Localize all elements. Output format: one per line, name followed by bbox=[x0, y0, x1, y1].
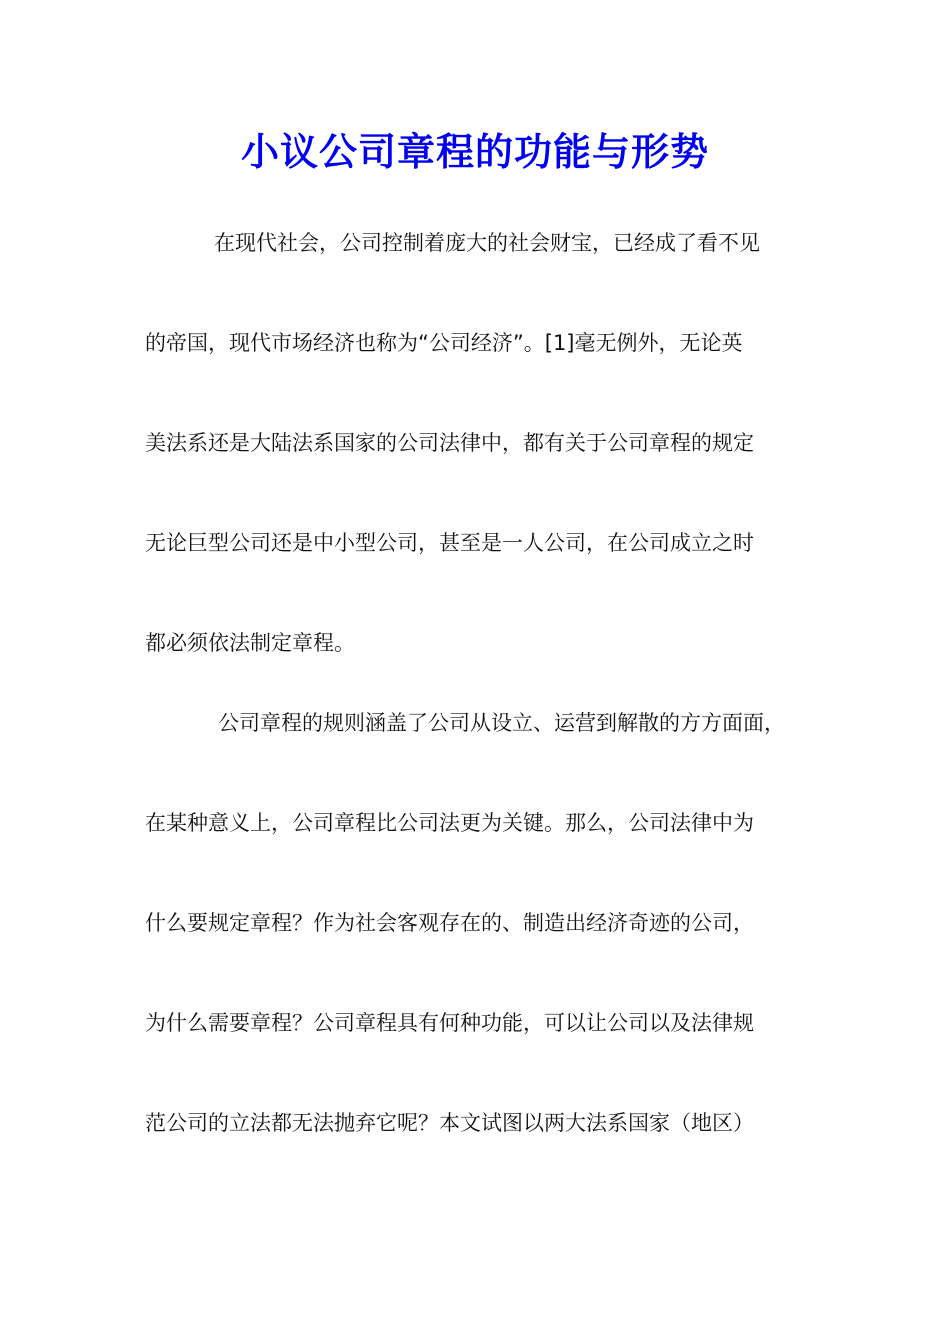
paragraph-2-line-2: 在某种意义上，公司章程比公司法更为关键。那么，公司法律中为 bbox=[145, 811, 754, 835]
document-title: 小议公司章程的功能与形势 bbox=[240, 129, 709, 174]
paragraph-1-line-3: 美法系还是大陆法系国家的公司法律中，都有关于公司章程的规定 bbox=[145, 431, 754, 455]
paragraph-2-line-4: 为什么需要章程？公司章程具有何种功能，可以让公司以及法律规 bbox=[145, 1011, 754, 1035]
paragraph-2-line-1: 公司章程的规则涵盖了公司从设立、运营到解散的方方面面， bbox=[218, 711, 785, 735]
paragraph-1-line-4: 无论巨型公司还是中小型公司，甚至是一人公司，在公司成立之时 bbox=[145, 531, 754, 555]
paragraph-2-line-5: 范公司的立法都无法抛弃它呢？本文试图以两大法系国家（地区） bbox=[145, 1111, 754, 1135]
paragraph-1-line-5: 都必须依法制定章程。 bbox=[145, 631, 355, 655]
paragraph-2-line-3: 什么要规定章程？作为社会客观存在的、制造出经济奇迹的公司， bbox=[145, 911, 754, 935]
paragraph-1-line-1: 在现代社会，公司控制着庞大的社会财宝，已经成了看不见 bbox=[214, 231, 760, 255]
paragraph-1-line-2: 的帝国，现代市场经济也称为“公司经济”。[1]毫无例外，无论英 bbox=[145, 331, 743, 355]
